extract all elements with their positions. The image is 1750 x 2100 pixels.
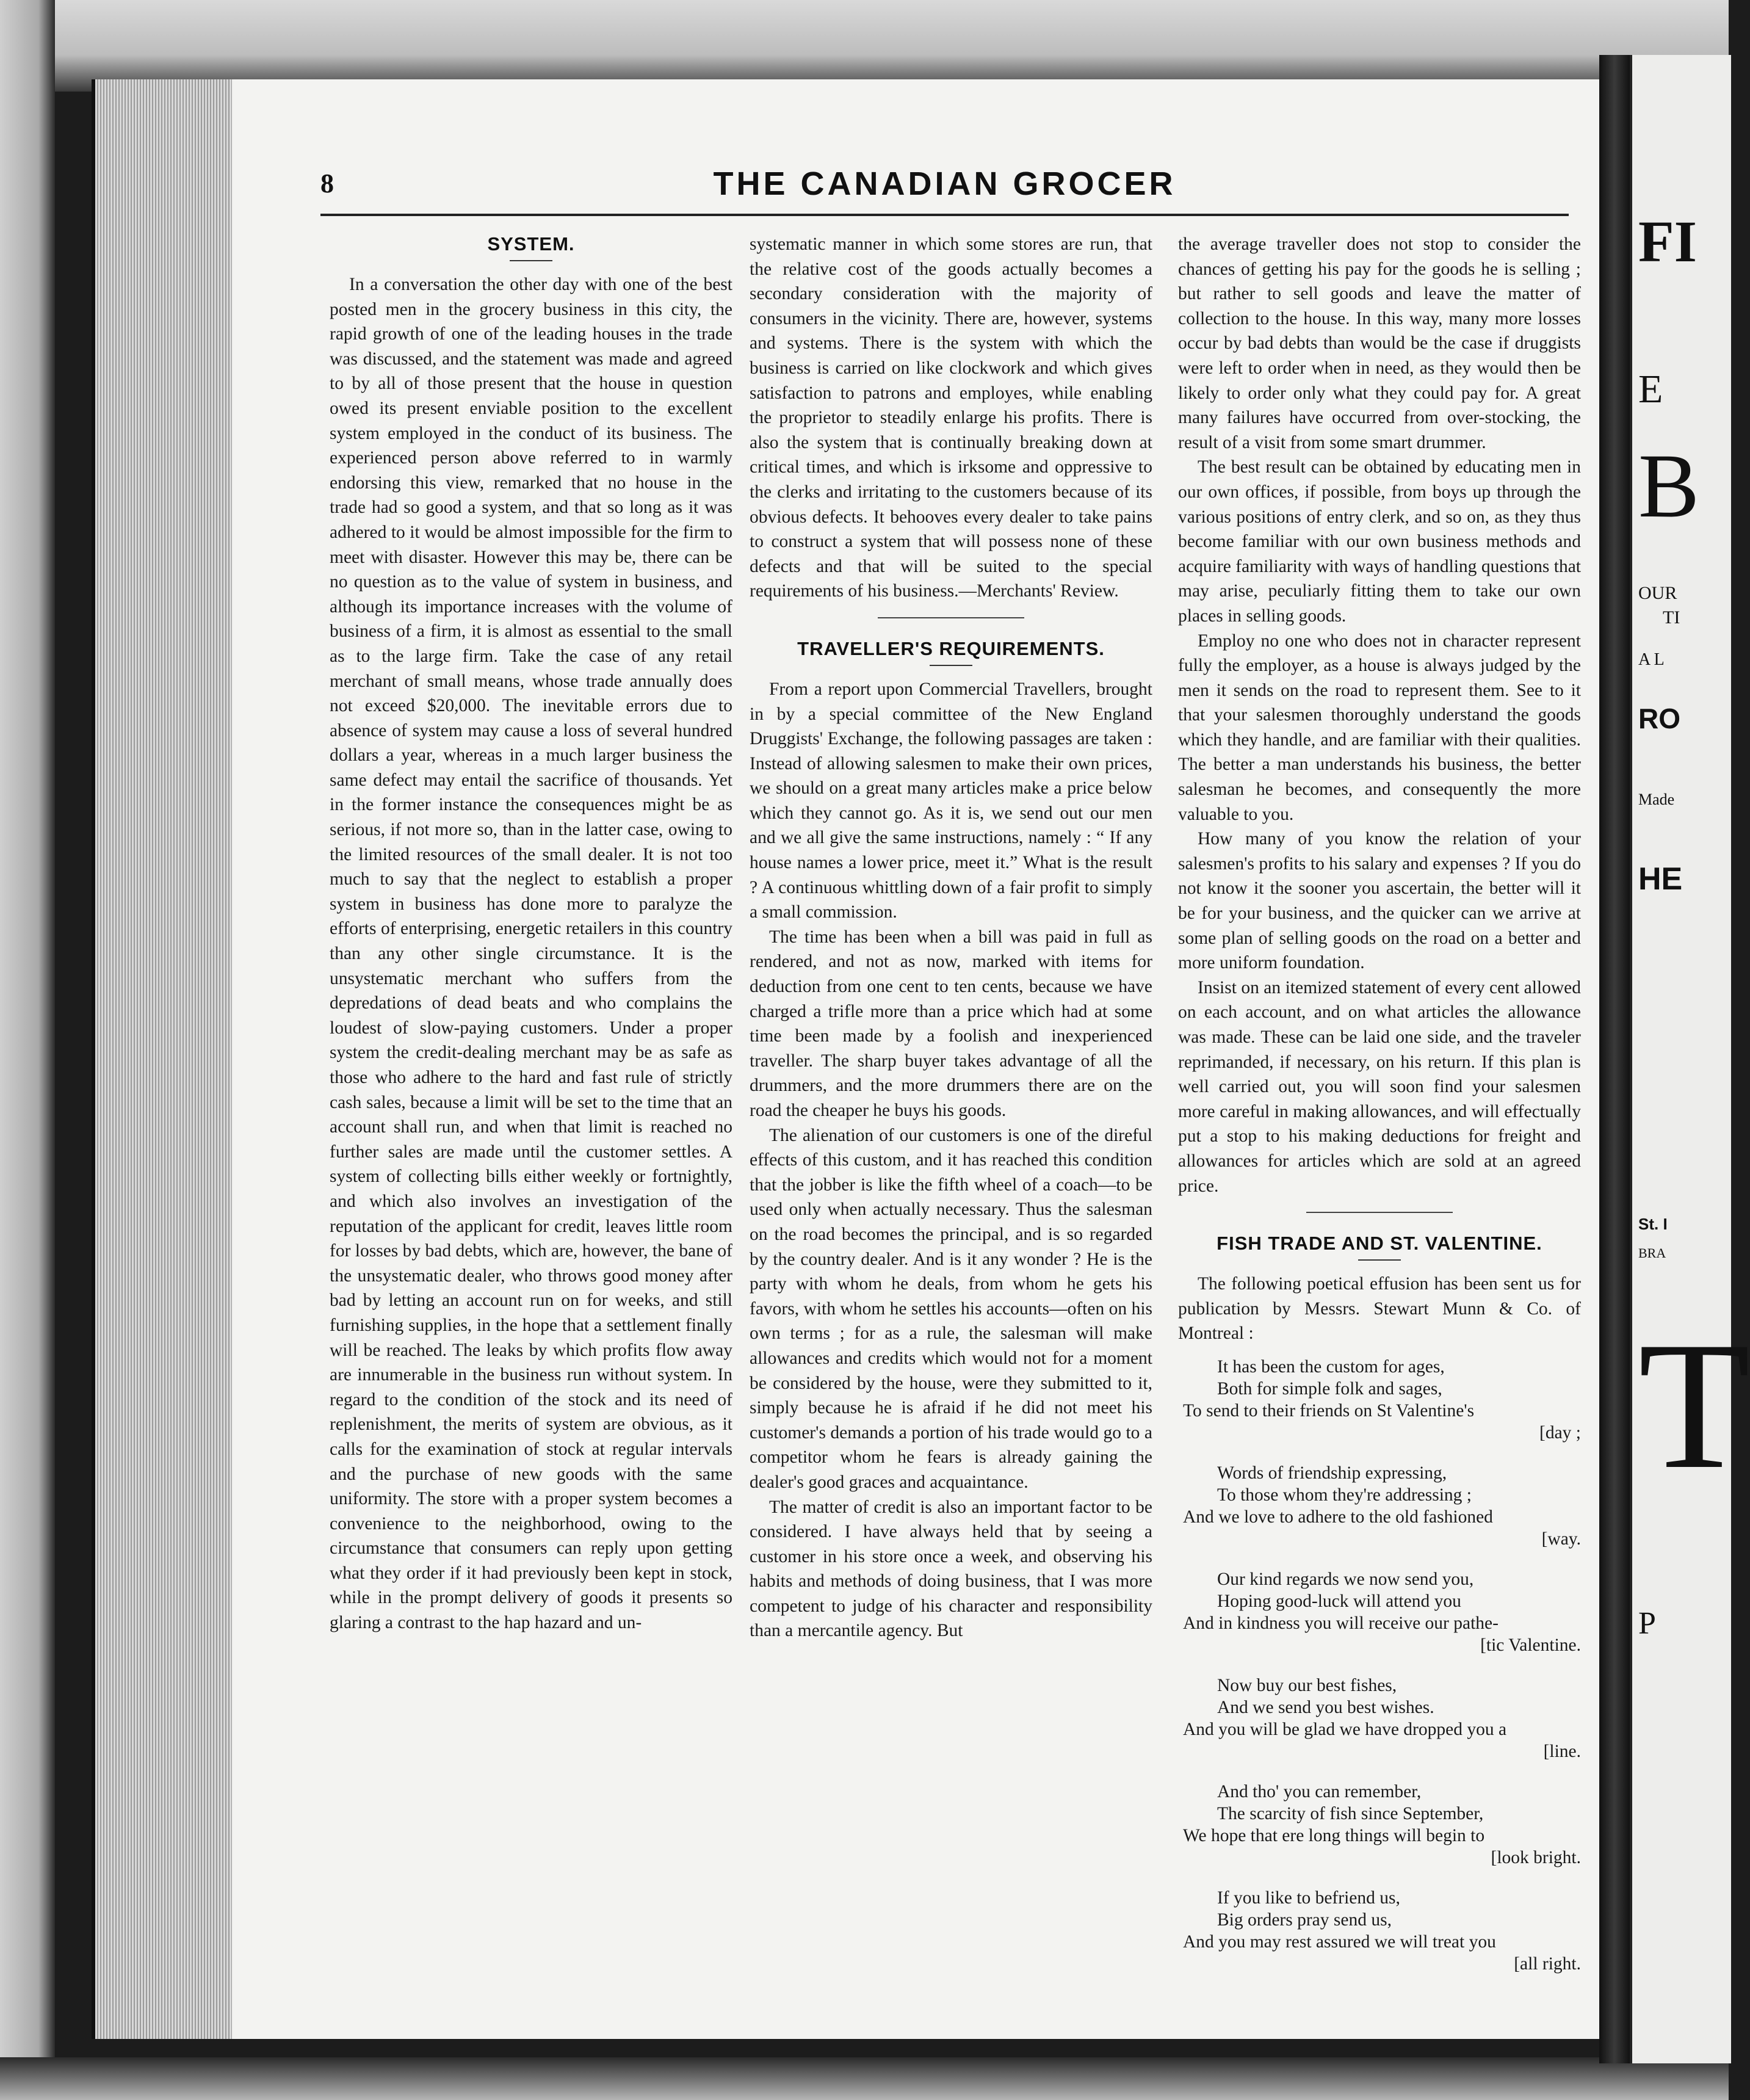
adjacent-page-text: TI [1663, 607, 1680, 628]
article-heading-travellers: TRAVELLER'S REQUIREMENTS. [797, 637, 1105, 659]
article-separator [1306, 1212, 1453, 1213]
poem-line: Hoping good-luck will attend you [1217, 1591, 1461, 1611]
running-head [320, 165, 1569, 216]
poem-line: To those whom they're addressing ; [1217, 1485, 1472, 1505]
article-paragraph-continued: systematic manner in which some stores are run, that the relative cost of the goods actually becomes a secondary consideration with the majority of consumers in the vicinity. There are, however, systems and systems. There is the system with which the business is carried on like clockwork and which gives satisfaction to patrons and employes, while enabling the proprietor to steadily enlarge his profits. There is also the system that is continually breaking down at critical times, and which is irksome and oppressive to the clerks and irritating to the customers because of its obvious defects. It behooves every dealer to take pains to construct a system that will possess none of these defects and that will be suited to the special requirements of his business.—Merchants' Review. [750, 234, 1152, 601]
poem-line: And you will be glad we have dropped you a [1183, 1719, 1507, 1739]
article-heading-fish-trade: FISH TRADE AND ST. VALENTINE. [1217, 1233, 1542, 1255]
poem-turnover: [look bright. [1491, 1847, 1581, 1867]
poem-turnover: [tic Valentine. [1480, 1635, 1581, 1655]
page-number: 8 [320, 168, 334, 198]
poem-line: If you like to befriend us, [1217, 1888, 1400, 1908]
adjacent-page-text: FI [1638, 209, 1697, 274]
poem-turnover: [way. [1541, 1529, 1581, 1549]
article-paragraph: The matter of credit is also an important factor to be considered. I have always held that by seeing a customer in his store once a week, and observing his habits and methods of doing business, that I was more competent to judge of his character and responsibility than a mercantile agency. But [750, 1497, 1152, 1641]
article-paragraph-continued: the average traveller does not stop to consider the chances of getting his pay for the goods he is selling ; but rather to sell goods and leave the matter of collection to the house. In this way, many more losses occur by bad debts than would be the case if druggists were left to order when in need, as they would then be likely to order only what they could pay for. A great many failures have occurred from over-stocking, the result of a visit from some smart drummer. [1178, 234, 1581, 452]
adjacent-page-fragment [1630, 55, 1750, 2063]
poem-intro: The following poetical effusion has been sent us for publication by Messrs. Stewart Munn & Co. of Montreal : [1178, 1274, 1581, 1344]
poem-line: And you may rest assured we will treat you [1183, 1932, 1496, 1952]
poem-line: And tho' you can remember, [1217, 1781, 1422, 1801]
poem-stanza [1178, 1356, 1581, 1444]
poem-line: And we love to adhere to the old fashioned [1183, 1507, 1493, 1527]
journal-title: THE CANADIAN GROCER [713, 165, 1176, 202]
heading-rule [510, 260, 552, 261]
article-heading-system: SYSTEM. [487, 233, 575, 255]
article-paragraph: How many of you know the relation of your salesmen's profits to his salary and expenses ? If you do not know it the sooner you ascertain, the better will it be for your business, and the quicker can we arrive at some plan of selling goods on the road on a better and more uniform foundation. [1178, 829, 1581, 973]
poem-line: Our kind regards we now send you, [1217, 1569, 1474, 1589]
poem-line: Now buy our best fishes, [1217, 1675, 1397, 1695]
poem-stanza [1178, 1781, 1581, 1869]
poem-line: Big orders pray send us, [1217, 1910, 1392, 1930]
scan-bottom-edge [0, 2057, 1729, 2100]
heading-rule [1358, 1259, 1401, 1261]
adjacent-page-text: St. I [1638, 1215, 1668, 1233]
poem-line: Both for simple folk and sages, [1217, 1378, 1442, 1399]
poem-line: Words of friendship expressing, [1217, 1463, 1447, 1483]
column-3 [1178, 232, 1581, 2015]
poem [1178, 1356, 1581, 1975]
poem-line: We hope that ere long things will begin to [1183, 1825, 1485, 1845]
scan-left-edge [0, 0, 55, 2100]
poem-stanza [1178, 1568, 1581, 1656]
article-paragraph: Insist on an itemized statement of every cent allowed on each account, and on what articles the allowance was made. These can be laid one side, and the traveler reprimanded, if necessary, on his return. If this plan is well carried out, you will soon find your salesmen more careful in making allowances, and will effectually put a stop to his making deductions for freight and allowances for articles which are sold at an agreed price. [1178, 977, 1581, 1196]
scan-top-edge [0, 0, 1729, 92]
article-paragraph: The alienation of our customers is one of the direful effects of this custom, and it has reached this condition that the jobber is like the fifth wheel of a coach—to be used only when actually necessary. Thus the salesman on the road becomes the principal, and is so regarded by the country dealer. And is it any wonder ? He is the party with whom he deals, from whom he gets his favors, with whom he settles his accounts—often on his own terms ; for as a rule, the salesman will make allowances and credits which would not for a moment be considered by the house, were they submitted to it, simply because he is afraid if he did not meet his customer's demands a portion of his trade would go to a competitor whom he fears is already gaining the dealer's good graces and acquaintance. [750, 1125, 1152, 1492]
poem-line: The scarcity of fish since September, [1217, 1803, 1484, 1823]
poem-turnover: [all right. [1514, 1953, 1581, 1974]
poem-stanza [1178, 1675, 1581, 1762]
book-page-edges [92, 79, 242, 2039]
adjacent-page-text: T [1638, 1304, 1750, 1507]
book-gutter [1599, 55, 1630, 2063]
poem-turnover: [line. [1543, 1741, 1581, 1761]
poem-stanza [1178, 1887, 1581, 1975]
poem-line: And in kindness you will receive our pathe- [1183, 1613, 1499, 1633]
poem-turnover: [day ; [1539, 1422, 1581, 1443]
adjacent-page-text: E [1638, 367, 1663, 411]
poem-line: And we send you best wishes. [1217, 1697, 1434, 1717]
adjacent-page-text: HE [1638, 861, 1683, 897]
article-separator [878, 617, 1024, 618]
article-paragraph: In a conversation the other day with one of the best posted men in the grocery business in this city, the rapid growth of one of the leading houses in the trade was discussed, and the statement was made and agreed to by all of those present that the house in question owed its present enviable position to the excellent system employed in the conduct of its business. The experienced person above referred to in warmly endorsing this view, remarked that no house in the trade had so good a system, and that so long as it was adhered to it would be almost impossible for the firm to meet with disaster. However this may be, there can be no question as to the value of system in business, and although its importance increases with the volume of business of a firm, it is almost as essential to the small as to the large firm. Take the case of any retail merchant of small means, whose trade annually does not exceed $20,000. The inevitable errors due to absence of system may cause a loss of several hundred dollars a year, whereas in a much larger business the same defect may entail the sacrifice of thousands. Yet in the former instance the consequences might be as serious, if not more so, than in the latter case, owing to the limited resources of the small dealer. It is not too much to say that the neglect to establish a proper system in business has done more to paralyze the efforts of enterprising, energetic retailers in this country than any other single circumstance. It is the unsystematic merchant who suffers from the depredations of dead beats and who complains the loudest of slow-paying customers. Under a proper system the credit-dealing merchant may be as safe as those who adhere to the hard and fast rule of strictly cash sales, because a limit will be set to the time that an account shall run, and when that limit is reached no further sales are made until the customer settles. A system of collecting bills either weekly or fortnightly, and which also involves an investigation of the reputation of the applicant for credit, leaves little room for losses by bad debts, which are, however, the bane of the unsystematic dealer, who throws good money after bad by letting an account run on for weeks, and still furnishing supplies, in the hope that a settlement finally will be reached. The leaks by which profits flow away are innumerable in the business run without system. In regard to the condition of the stock and its need of replenishment, the merits of system are obvious, as it calls for the examination of stock at regular intervals and the purchase of new goods with the same uniformity. The store with a proper system becomes a convenience to the neighborhood, owing to the circumstance that consumers can reply upon getting what they order if it had previously been kept in stock, while in the prompt delivery of goods it presents so glaring a contrast to the hap hazard and un- [330, 275, 732, 1633]
poem-stanza [1178, 1462, 1581, 1550]
adjacent-page-text: P [1638, 1606, 1656, 1641]
poem-line: It has been the custom for ages, [1217, 1356, 1445, 1377]
adjacent-page-text: RO [1638, 703, 1680, 734]
column-1 [330, 232, 732, 2015]
newspaper-page [232, 79, 1599, 2039]
column-2 [750, 232, 1152, 2015]
adjacent-page-text: B [1638, 435, 1700, 537]
adjacent-page-text: Made [1638, 791, 1675, 808]
heading-rule [930, 665, 972, 666]
adjacent-page-text: BRA [1638, 1245, 1666, 1261]
article-paragraph: The time has been when a bill was paid in full as rendered, and not as now, marked with items for deduction from one cent to ten cents, because we have charged a trifle more than a price which had at some time been made by a foolish and inexperienced traveller. The sharp buyer takes advantage of all the drummers, and the more drummers there are on the road the cheaper he buys his goods. [750, 927, 1152, 1120]
article-paragraph: The best result can be obtained by educating men in our own offices, if possible, from boys up through the various positions of entry clerk, and so on, as they thus become familiar with our own business methods and acquire familiarity with ways of handling questions that may arise, peculiarly fitting them to take our own places in selling goods. [1178, 457, 1581, 626]
article-paragraph: From a report upon Commercial Travellers, brought in by a special committee of the New England Druggists' Exchange, the following passages are taken : Instead of allowing salesmen to make their own prices, we should on a great many articles make a price below which they cannot go. As it is, we send out our men and we all give the same instructions, namely : “ If any house names a lower price, meet it.” What is the result ? A continuous whittling down of a fair profit to simply a small commission. [750, 679, 1152, 922]
adjacent-page-text: A L [1638, 650, 1665, 669]
article-paragraph: Employ no one who does not in character represent fully the employer, as a house is always judged by the men it sends on the road to represent them. See to it that your salesmen thoroughly understand the goods which they handle, and are familiar with their qualities. The better a man understands his business, the better salesman he becomes, and consequently the more valuable to you. [1178, 631, 1581, 824]
adjacent-page-text: OUR [1638, 583, 1677, 603]
poem-line: To send to their friends on St Valentine's [1183, 1400, 1475, 1421]
